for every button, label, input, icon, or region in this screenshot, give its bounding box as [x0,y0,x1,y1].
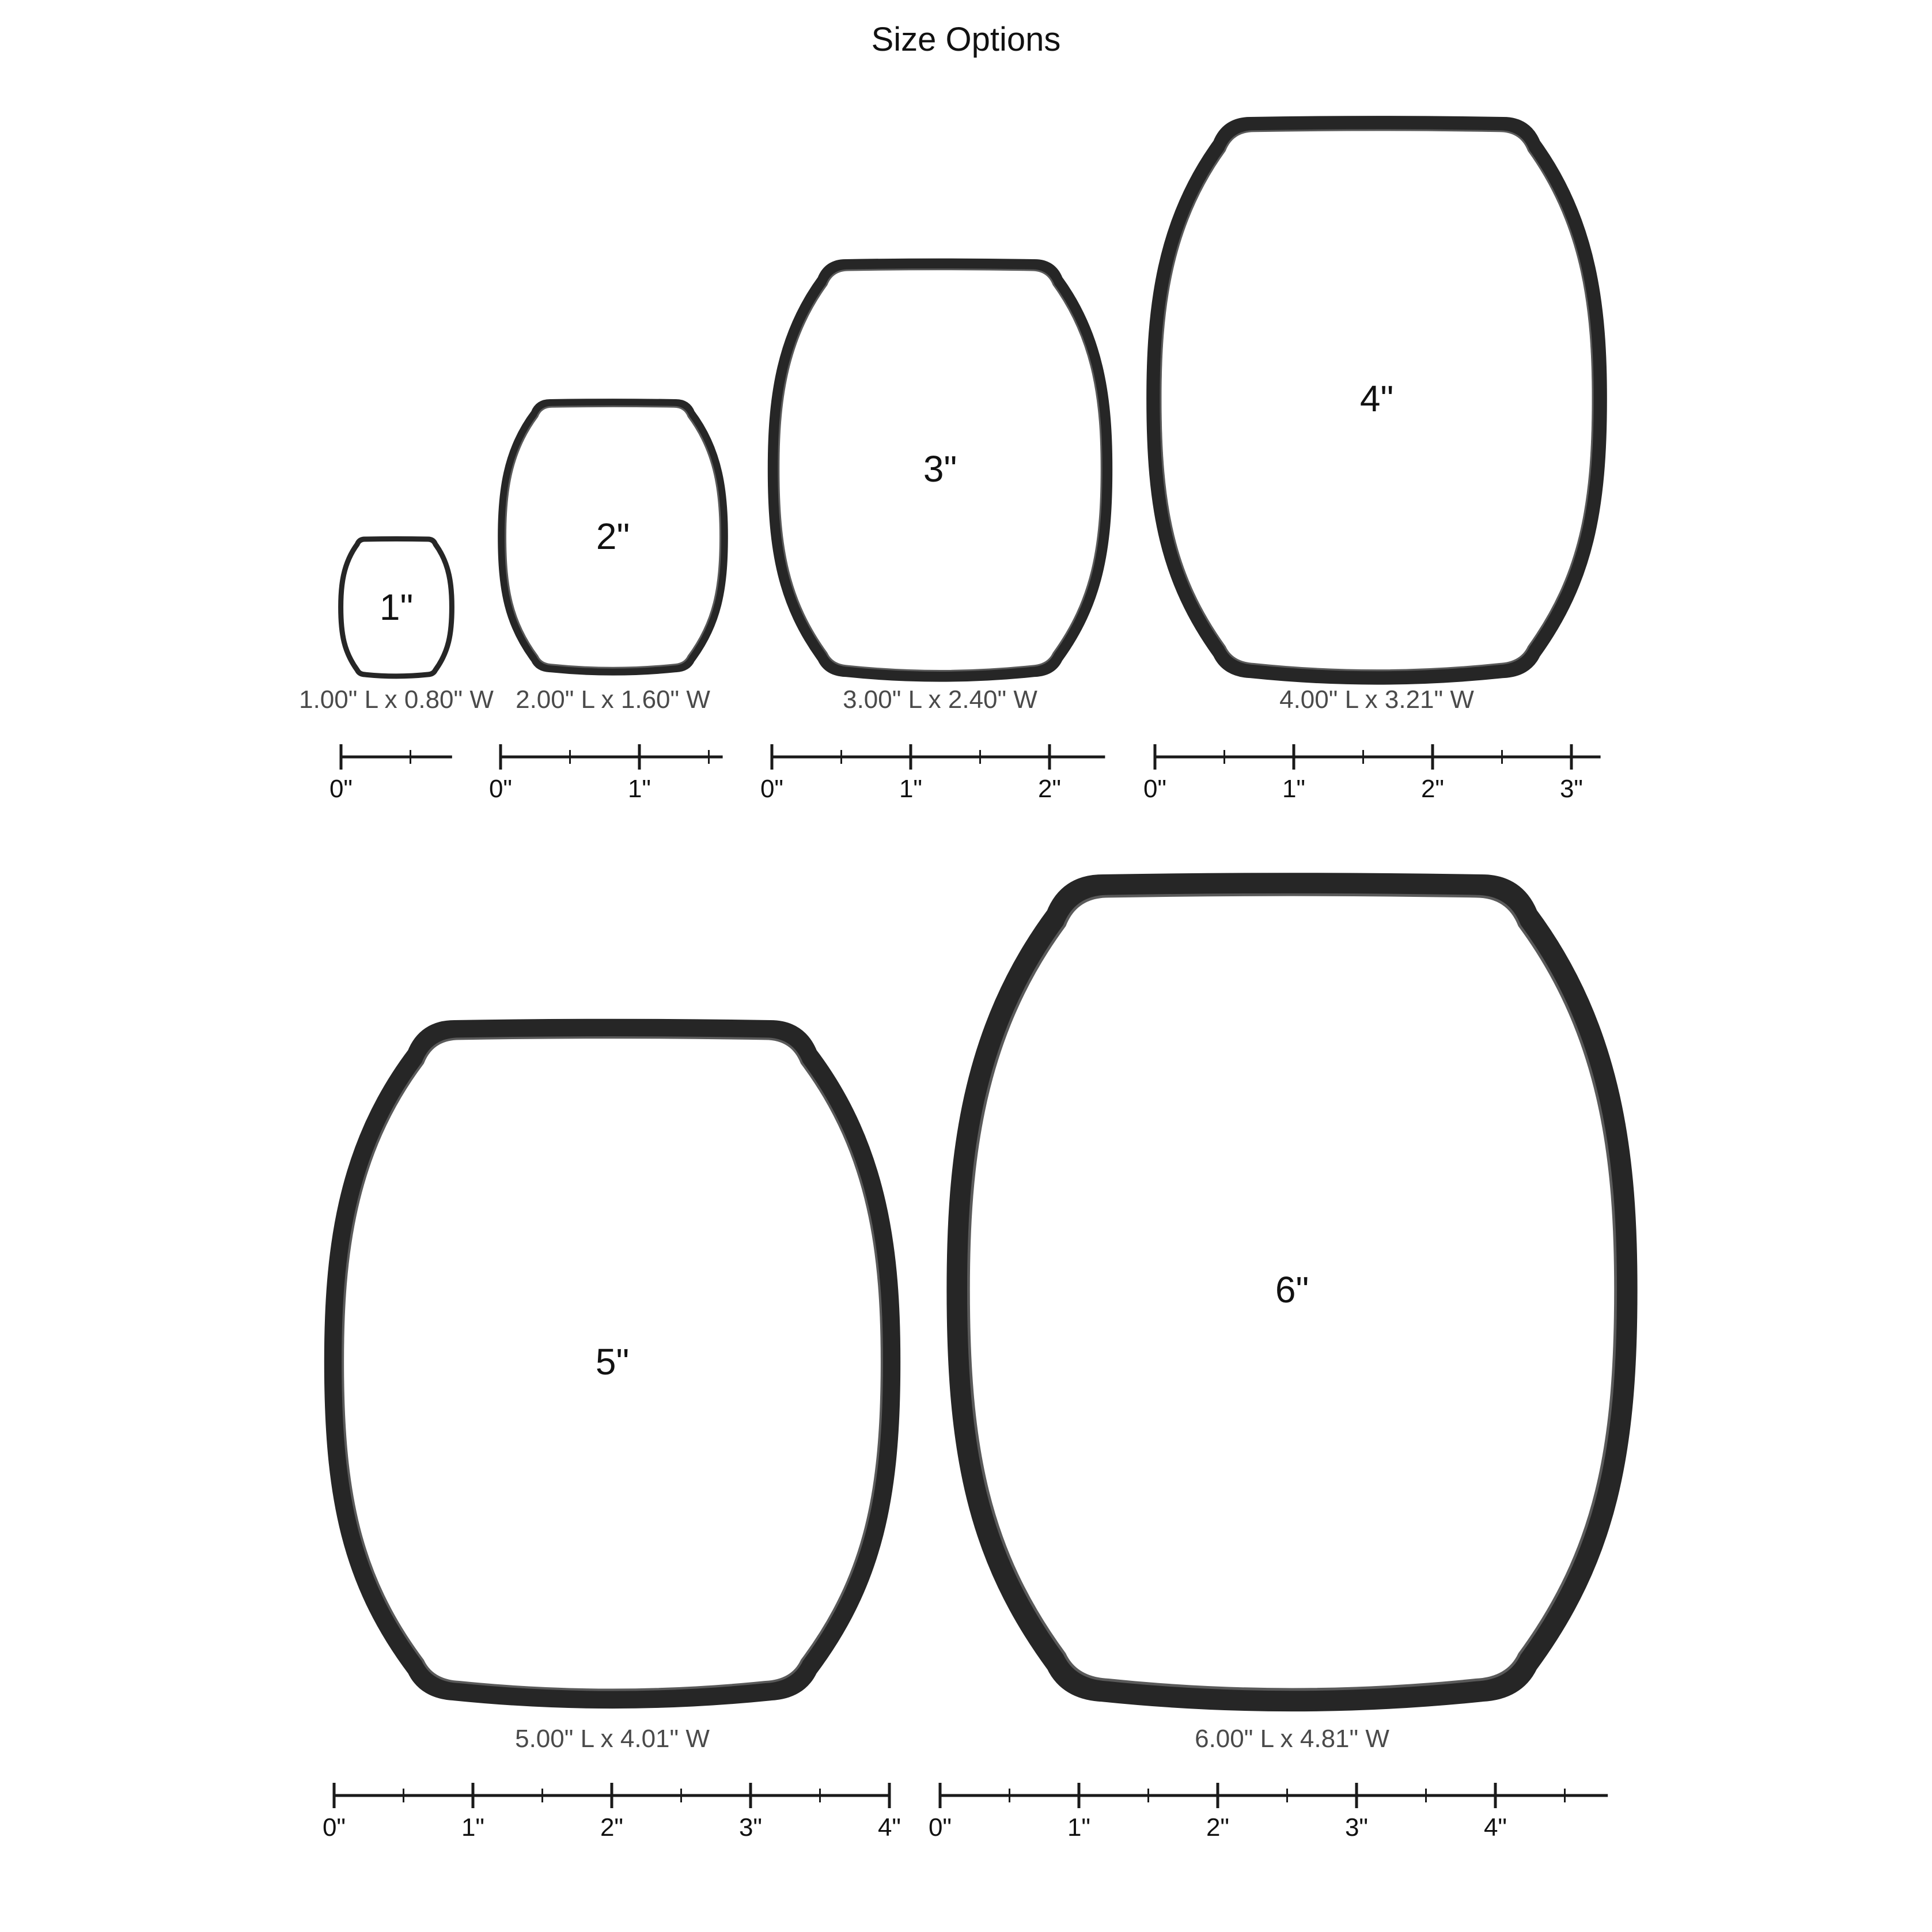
size-option-1 [299,539,494,803]
size-option-4 [1143,123,1601,803]
ruler-tick-label: 0" [1143,775,1167,803]
size-label: 3" [923,448,957,490]
size-option-5 [323,1029,901,1842]
ruler-tick-label: 0" [322,1813,346,1842]
ruler-tick-label: 4" [877,1813,901,1842]
ruler-tick-label: 0" [760,775,784,803]
ruler-tick-label: 1" [627,775,651,803]
ruler-tick-label: 2" [1206,1813,1230,1842]
size-label: 5" [595,1341,630,1382]
ruler-tick-label: 3" [738,1813,763,1842]
ruler [323,1783,901,1842]
ruler-tick-label: 1" [461,1813,485,1842]
dimension-text: 1.00" L x 0.80" W [299,685,494,714]
ruler [929,1783,1608,1842]
ruler-tick-label: 0" [329,775,353,803]
size-label: 6" [1275,1269,1309,1310]
ruler-tick-label: 3" [1344,1813,1369,1842]
shapes-layer [299,123,1626,1842]
ruler [329,744,452,803]
diagram-title: Size Options [871,21,1061,58]
size-option-2 [489,403,724,803]
ruler-tick-label: 1" [899,775,923,803]
ruler-tick-label: 2" [600,1813,624,1842]
size-option-3 [760,264,1107,803]
dimension-text: 5.00" L x 4.01" W [515,1725,710,1753]
ruler-tick-label: 2" [1037,775,1062,803]
ruler [1143,744,1601,803]
size-option-6 [929,884,1626,1842]
ruler [489,744,723,803]
ruler-tick-label: 2" [1420,775,1445,803]
size-label: 4" [1359,378,1394,419]
ruler-tick-label: 0" [928,1813,952,1842]
dimension-text: 4.00" L x 3.21" W [1279,685,1474,714]
ruler-tick-label: 4" [1483,1813,1507,1842]
size-label: 2" [596,516,630,557]
dimension-text: 2.00" L x 1.60" W [516,685,710,714]
ruler-tick-label: 1" [1067,1813,1091,1842]
ruler [760,744,1105,803]
ruler-tick-label: 3" [1559,775,1584,803]
ruler-tick-label: 1" [1282,775,1306,803]
dimension-text: 3.00" L x 2.40" W [843,685,1037,714]
dimension-text: 6.00" L x 4.81" W [1195,1725,1389,1753]
ruler-tick-label: 0" [488,775,513,803]
size-label: 1" [379,586,414,628]
